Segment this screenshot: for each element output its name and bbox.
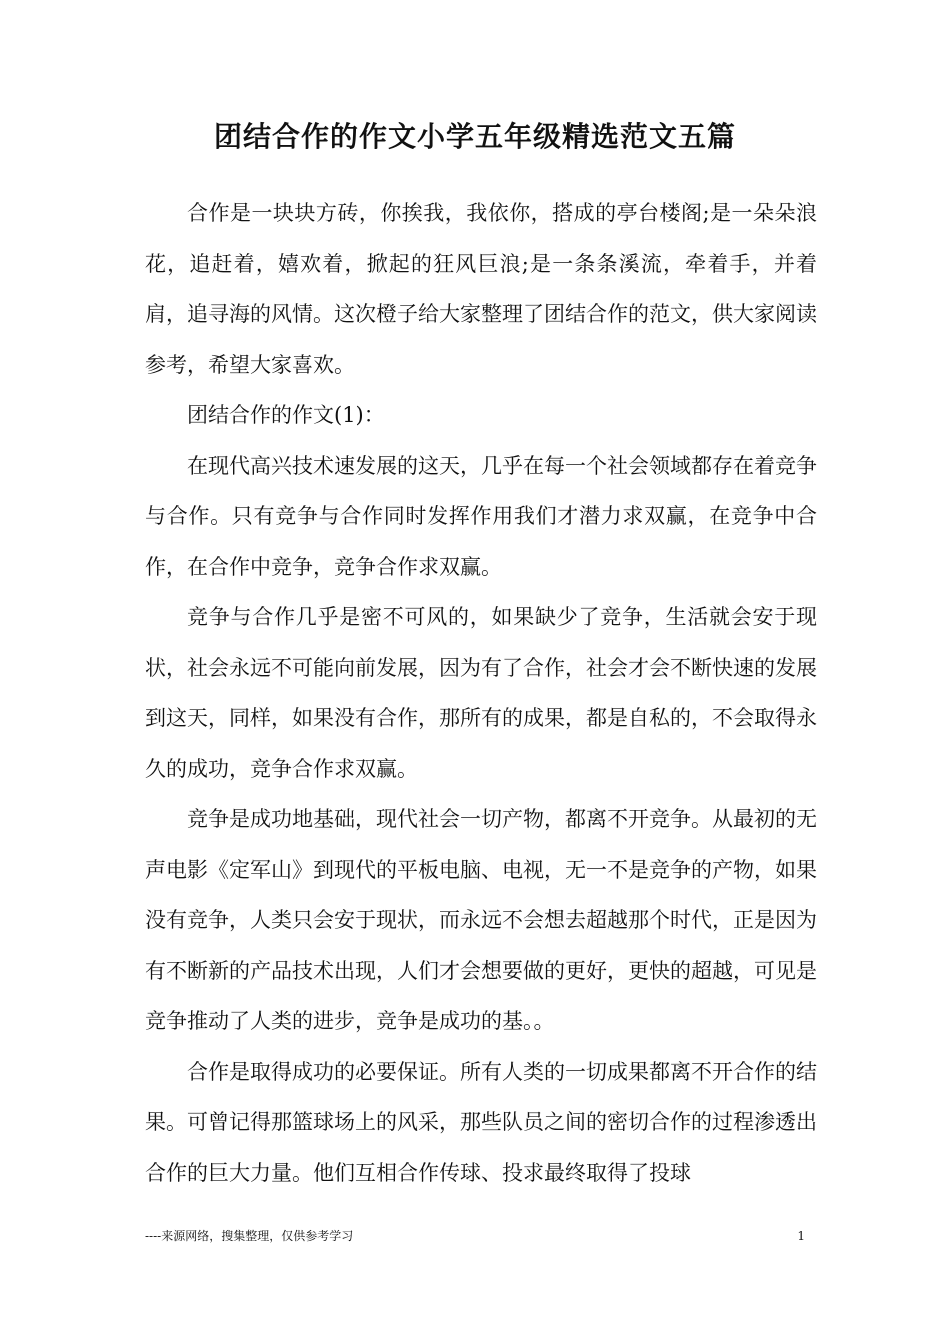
- paragraph: 在现代高兴技术速发展的这天，几乎在每一个社会领域都存在着竞争与合作。只有竞争与合作同时发挥作用我们才潜力求双赢，在竞争中合作，在合作中竞争，竞争合作求双赢。: [145, 453, 817, 579]
- document-body: [145, 188, 817, 1198]
- section-heading: 团结合作的作文(1)：: [187, 403, 385, 427]
- paragraph: 合作是取得成功的必要保证。所有人类的一切成果都离不开合作的结果。可曾记得那篮球场上的风采，那些队员之间的密切合作的过程渗透出合作的巨大力量。他们互相合作传球、投求最终取得了投球: [145, 1059, 817, 1185]
- page-title: 团结合作的作文小学五年级精选范文五篇: [213, 120, 736, 153]
- paragraph: 合作是一块块方砖，你挨我，我依你，搭成的亭台楼阁;是一朵朵浪花，追赶着，嬉欢着，掀起的狂风巨浪;是一条条溪流，牵着手，并着肩，追寻海的风情。这次橙子给大家整理了团结合作的范文，供大家阅读参考，希望大家喜欢。: [145, 201, 817, 377]
- paragraph: 竞争与合作几乎是密不可风的，如果缺少了竞争，生活就会安于现状，社会永远不可能向前发展，因为有了合作，社会才会不断快速的发展到这天，同样，如果没有合作，那所有的成果，都是自私的，不会取得永久的成功，竞争合作求双赢。: [145, 605, 817, 781]
- paragraph: 竞争是成功地基础，现代社会一切产物，都离不开竞争。从最初的无声电影《定军山》到现代的平板电脑、电视，无一不是竞争的产物，如果没有竞争，人类只会安于现状，而永远不会想去超越那个时代，正是因为有不断新的产品技术出现，人们才会想要做的更好，更快的超越，可见是竞争推动了人类的进步，竞争是成功的基。。: [145, 807, 817, 1033]
- page-footer: [145, 1226, 805, 1246]
- page-number: 1: [797, 1229, 805, 1243]
- footer-note: ----来源网络，搜集整理，仅供参考学习: [145, 1229, 354, 1243]
